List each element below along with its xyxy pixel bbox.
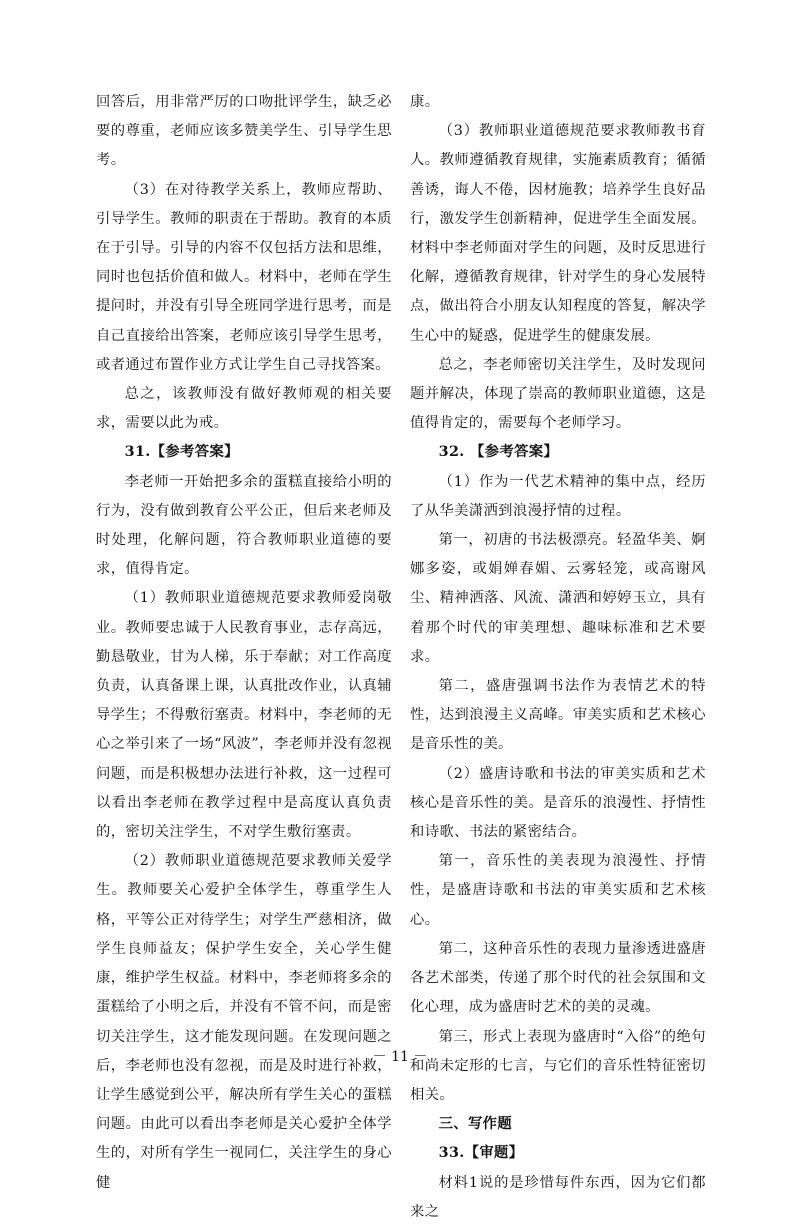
paragraph: 总之，该教师没有做好教师观的相关要求，需要以此为戒。 — [96, 386, 392, 432]
paragraph: 李老师一开始把多余的蛋糕直接给小明的行为，没有做到教育公平公正，但后来老师及时处理，化解问题，符合教师职业道德的要求，值得肯定。 — [96, 473, 392, 578]
paragraph: 回答后，用非常严厉的口吻批评学生，缺乏必要的尊重，老师应该多赞美学生、引导学生思考。 — [96, 94, 392, 169]
paragraph: （3）教师职业道德规范要求教师教书育人。教师遵循教育规律，实施素质教育；循循善诱，诲人不倦，因材施教；培养学生良好品行，激发学生创新精神，促进学生全面发展。材料中李老师面对学生的问题，及时反思进行化解，遵循教育规律，针对学生的身心发展特点，做出符合小朋友认知程度的答复，解决学生心中的疑惑，促进学生的健康发展。 — [410, 123, 706, 344]
paragraph: （3）在对待教学关系上，教师应帮助、引导学生。教师的职责在于帮助。教育的本质在于引导。引导的内容不仅包括方法和思维，同时也包括价值和做人。材料中，老师在学生提问时，并没有引导全班同学进行思考，而是自己直接给出答案，老师应该引导学生思考，或者通过布置作业方式让学生自己寻找答案。 — [96, 181, 392, 373]
paragraph: （2）盛唐诗歌和书法的审美实质和艺术核心是音乐性的美。是音乐的浪漫性、抒情性和诗歌、书法的紧密结合。 — [410, 765, 706, 841]
left-column — [96, 88, 392, 1198]
paragraph: 第一，音乐性的美表现为浪漫性、抒情性，是盛唐诗歌和书法的审美实质和艺术核心。 — [410, 853, 706, 928]
paragraph: 第二，盛唐强调书法作为表情艺术的特性，达到浪漫主义高峰。审美实质和艺术核心是音乐性的美。 — [410, 678, 706, 753]
paragraph: 材料1说的是珍惜每件东西，因为它们都来之 — [410, 1174, 706, 1220]
section-heading: 31.【参考答案】 — [124, 444, 239, 461]
section-heading: 三、写作题 — [438, 1116, 513, 1133]
paragraph: （1）教师职业道德规范要求教师爱岗敬业。教师要忠诚于人民教育事业，志存高远，勤恳敬业，甘为人梯，乐于奉献；对工作高度负责，认真备课上课，认真批改作业，认真辅导学生；不得敷衍塞责。材料中，李老师的无心之举引来了一场“风波”，李老师并没有忽视问题，而是积极想办法进行补救，这一过程可以看出李老师在教学过程中是高度认真负责的，密切关注学生，不对学生敷衍塞责。 — [96, 590, 392, 841]
section-heading: 33.【审题】 — [438, 1145, 524, 1162]
paragraph: 第一，初唐的书法极漂亮。轻盈华美、婀娜多姿，或娟婵春媚、云雾轻笼，或高谢风尘、精神洒落、风流、潇洒和婷婷玉立，具有着那个时代的审美理想、趣味标准和艺术要求。 — [410, 532, 706, 665]
paragraph: （1）作为一代艺术精神的集中点，经历了从华美潇洒到浪漫抒情的过程。 — [410, 473, 706, 519]
paragraph: 康。 — [410, 94, 440, 110]
paragraph: 第三，形式上表现为盛唐时“入俗”的绝句和尚未定形的七言，与它们的音乐性特征密切相关。 — [410, 1028, 706, 1103]
page-number: － 11 － — [372, 1049, 428, 1065]
paragraph: （2）教师职业道德规范要求教师关爱学生。教师要关心爱护全体学生，尊重学生人格，平等公正对待学生；对学生严慈相济，做学生良师益友；保护学生安全，关心学生健康，维护学生权益。材料中，李老师将多余的蛋糕给了小明之后，并没有不管不问，而是密切关注学生，这才能发现问题。在发现问题之后，李老师也没有忽视，而是及时进行补救，让学生感觉到公平，解决所有学生关心的蛋糕问题。由此可以看出李老师是关心爱护全体学生的，对所有学生一视同仁，关注学生的身心健 — [96, 853, 392, 1191]
paragraph: 总之，李老师密切关注学生，及时发现问题并解决，体现了崇高的教师职业道德，这是值得肯定的，需要每个老师学习。 — [410, 356, 706, 432]
section-heading: 32. 【参考答案】 — [438, 444, 559, 461]
paragraph: 第二，这种音乐性的表现力量渗透进盛唐各艺术部类，传递了那个时代的社会氛围和文化心理，成为盛唐时艺术的美的灵魂。 — [410, 940, 706, 1016]
